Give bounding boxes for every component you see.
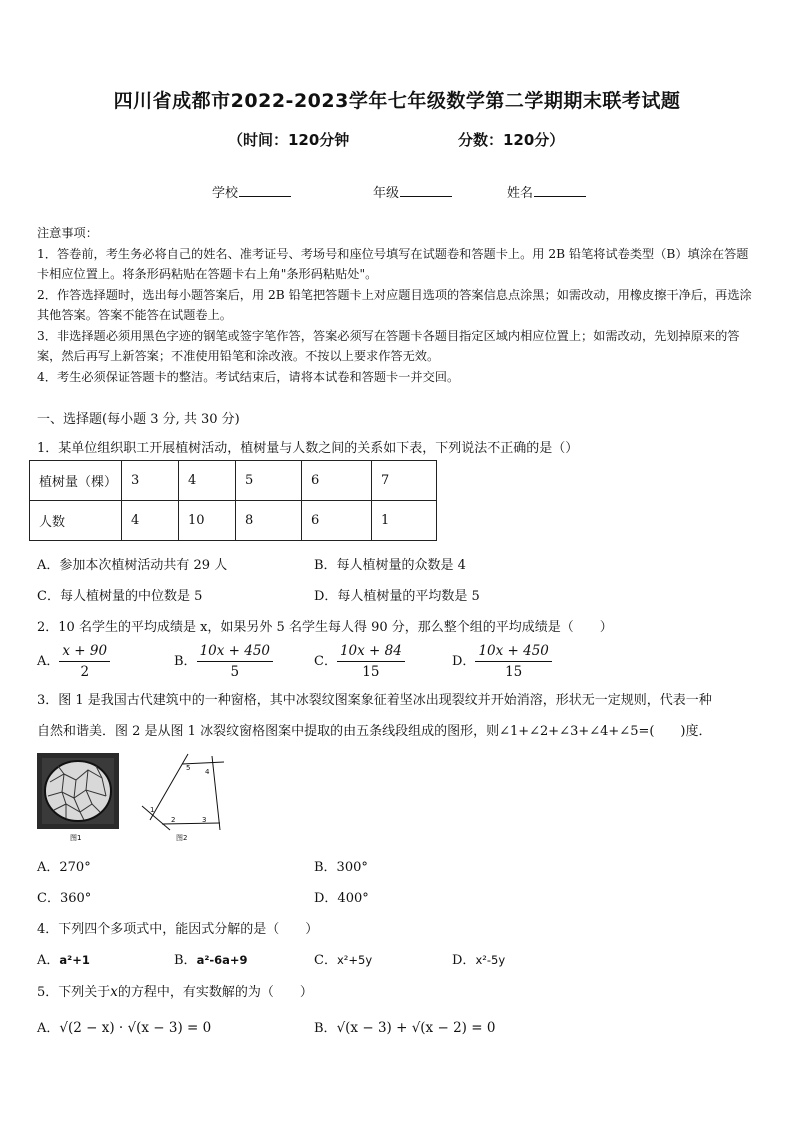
question-3-stem-line1: 3．图 1 是我国古代建筑中的一种窗格，其中冰裂纹图案象征着坚冰出现裂纹并开始消溶，形状无一定规则，代表一种 <box>37 693 712 708</box>
q4-option-c[interactable] <box>314 949 372 968</box>
table-cell: 10 <box>179 501 236 541</box>
q1-option-a[interactable]: A．参加本次植树活动共有 29 人 <box>37 558 228 573</box>
fraction <box>475 643 551 680</box>
angle-label-5: 5 <box>186 764 191 772</box>
angle-label-4: 4 <box>205 768 210 776</box>
fraction <box>337 643 405 680</box>
q5-option-a[interactable] <box>37 1017 211 1036</box>
q4-option-b[interactable] <box>174 949 248 968</box>
option-label: C． <box>314 953 337 968</box>
angle-label-2: 2 <box>171 816 176 824</box>
question-4-stem: 4．下列四个多项式中，能因式分解的是（ ） <box>37 922 319 937</box>
note-item: 2．作答选择题时，选出每小题答案后，用 2B 铅笔把答题卡上对应题目选项的答案信息点涂黑；如需改动，用橡皮擦干净后，再选涂其他答案。答案不能答在试题卷上。 <box>37 287 752 322</box>
question-2-stem: 2．10 名学生的平均成绩是 x，如果另外 5 名学生每人得 90 分，那么整个组的平均成绩是（ ） <box>37 620 613 635</box>
page-title: 四川省成都市2022-2023学年七年级数学第二学期期末联考试题 <box>113 90 681 112</box>
option-text: √(2 − x) · √(x − 3) = 0 <box>59 1020 212 1036</box>
option-label: A． <box>37 654 60 669</box>
table-cell: 3 <box>122 461 179 501</box>
note-item: 3．非选择题必须用黑色字迹的钢笔或签字笔作答，答案必须写在答题卡各题目指定区域内相应位置上；如需改动，先划掉原来的答案，然后再写上新答案；不准使用铅笔和涂改液。不按以上要求作答无效。 <box>37 328 740 363</box>
q1-option-d[interactable]: D．每人植树量的平均数是 5 <box>314 589 480 604</box>
option-label: D． <box>452 953 476 968</box>
q2-option-a[interactable] <box>37 643 110 680</box>
option-label: D． <box>452 654 476 669</box>
q1-option-c[interactable]: C．每人植树量的中位数是 5 <box>37 589 203 604</box>
table-cell: 7 <box>372 461 437 501</box>
q1-option-b[interactable]: B．每人植树量的众数是 4 <box>314 558 466 573</box>
numerator: 10x + 84 <box>337 643 405 662</box>
school-field <box>212 182 291 201</box>
school-label: 学校 <box>212 186 239 201</box>
table-cell: 5 <box>236 461 302 501</box>
option-label: A． <box>37 1021 60 1036</box>
exam-score: 分数：120分） <box>458 131 565 149</box>
table-row <box>30 501 437 541</box>
table-cell: 6 <box>302 501 372 541</box>
option-text: √(x − 3) + √(x − 2) = 0 <box>336 1020 496 1036</box>
option-label: B． <box>174 953 197 968</box>
q1-table <box>29 460 437 541</box>
figure-1-window-lattice <box>36 752 122 844</box>
fraction <box>197 643 273 680</box>
q2-option-d[interactable] <box>452 643 552 680</box>
exam-time: （时间：120分钟 <box>228 131 350 149</box>
figure-2-angles <box>138 752 228 844</box>
grade-blank[interactable] <box>400 184 452 197</box>
school-blank[interactable] <box>239 184 291 197</box>
note-item: 1．答卷前，考生务必将自己的姓名、准考证号、考场号和座位号填写在试题卷和答题卡上。用 2B 铅笔将试卷类型（B）填涂在答题卡相应位置上。将条形码粘贴在答题卡右上角"条形码粘贴处"。 <box>37 246 749 281</box>
table-cell: 人数 <box>30 501 122 541</box>
option-label: B． <box>314 1021 337 1036</box>
name-field <box>507 182 586 201</box>
name-blank[interactable] <box>534 184 586 197</box>
stem-variable: x <box>110 984 118 1000</box>
angle-label-3: 3 <box>202 816 207 824</box>
notes-heading: 注意事项： <box>37 226 98 240</box>
denominator: 15 <box>362 664 380 680</box>
denominator: 5 <box>230 664 240 680</box>
q5-option-b[interactable] <box>314 1017 495 1036</box>
question-3-stem-line2: 自然和谐美．图 2 是从图 1 冰裂纹窗格图案中提取的由五条线段组成的图形，则∠1+∠2+∠3+∠4+∠5=( )度． <box>37 724 712 739</box>
table-cell: 6 <box>302 461 372 501</box>
figure-1-caption: 图1 <box>70 834 82 842</box>
numerator: x + 90 <box>59 643 110 662</box>
angle-label-1: 1 <box>150 806 155 814</box>
table-cell: 8 <box>236 501 302 541</box>
figure-2-caption: 图2 <box>176 834 188 842</box>
option-text: x²-5y <box>475 953 506 967</box>
option-text: a²-6a+9 <box>196 953 248 967</box>
stem-text: 5．下列关于 <box>37 985 111 1000</box>
option-label: A． <box>37 953 60 968</box>
option-label: B． <box>174 654 197 669</box>
denominator: 2 <box>80 664 90 680</box>
option-label: C． <box>314 654 337 669</box>
q3-option-c[interactable]: C．360° <box>37 891 92 906</box>
note-item: 4．考生必须保证答题卡的整洁。考试结束后，请将本试卷和答题卡一并交回。 <box>37 369 460 384</box>
table-cell: 4 <box>122 501 179 541</box>
q2-option-c[interactable] <box>314 643 405 680</box>
grade-label: 年级 <box>373 186 400 201</box>
notes-block <box>37 223 759 387</box>
section-heading: 一、选择题(每小题 3 分, 共 30 分) <box>37 412 240 427</box>
table-cell: 植树量（棵） <box>30 461 122 501</box>
q3-option-b[interactable]: B．300° <box>314 860 368 875</box>
q4-option-d[interactable] <box>452 949 505 968</box>
q4-option-a[interactable] <box>37 949 90 968</box>
numerator: 10x + 450 <box>197 643 273 662</box>
denominator: 15 <box>505 664 523 680</box>
question-5-stem <box>37 981 313 1000</box>
stem-text: 的方程中，有实数解的为（ ） <box>117 985 313 1000</box>
table-cell: 4 <box>179 461 236 501</box>
table-row <box>30 461 437 501</box>
numerator: 10x + 450 <box>475 643 551 662</box>
option-text: x²+5y <box>336 953 373 967</box>
fraction <box>59 643 110 680</box>
q2-option-b[interactable] <box>174 643 273 680</box>
table-cell: 1 <box>372 501 437 541</box>
q3-option-a[interactable]: A．270° <box>37 860 91 875</box>
question-1-stem: 1．某单位组织职工开展植树活动，植树量与人数之间的关系如下表，下列说法不正确的是（） <box>37 441 579 456</box>
name-label: 姓名 <box>507 186 534 201</box>
option-text: a²+1 <box>59 953 90 967</box>
grade-field <box>373 182 452 201</box>
q3-option-d[interactable]: D．400° <box>314 891 369 906</box>
